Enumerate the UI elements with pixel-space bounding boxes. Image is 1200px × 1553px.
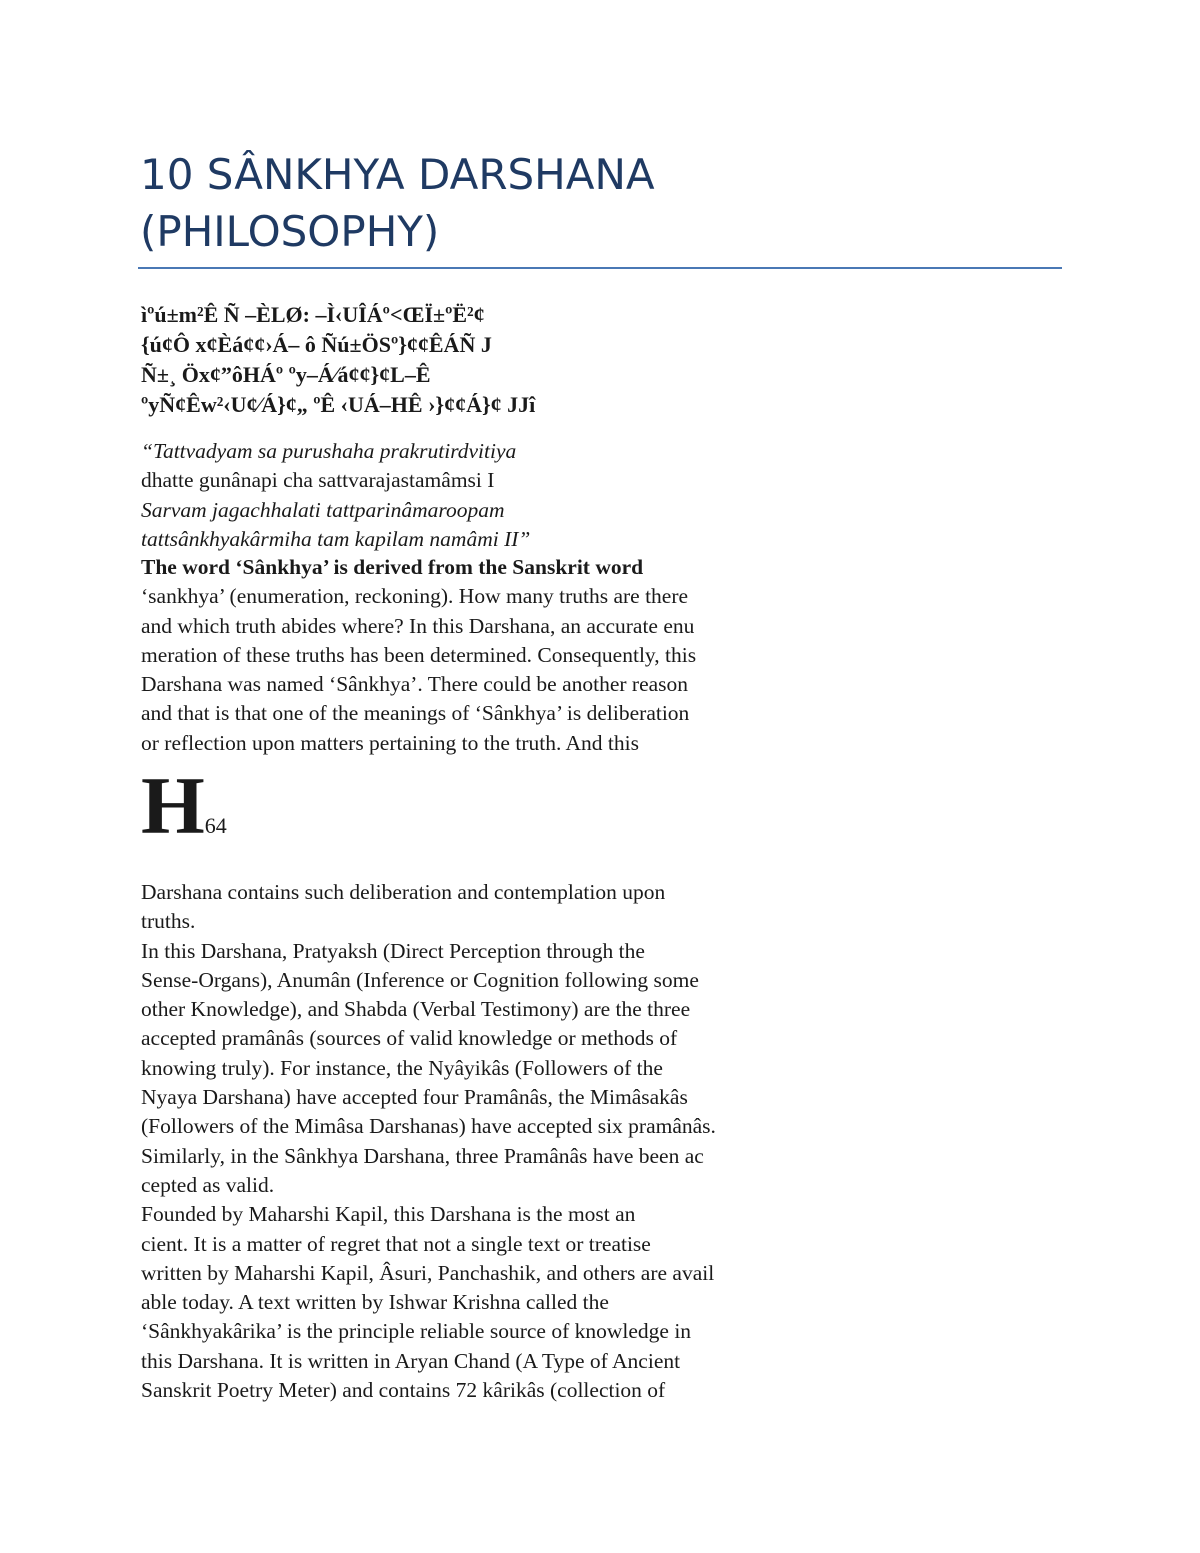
paragraph-line: able today. A text written by Ishwar Krishna called the <box>141 1290 609 1315</box>
chapter-heading-line-2: (PHILOSOPHY) <box>140 207 440 256</box>
garbled-line: Ñ±¸ Öx¢”ôHÁº ºy–Á⁄á¢¢}¢L–Ê <box>141 362 431 387</box>
chapter-heading <box>140 146 1060 260</box>
heading-underline <box>138 267 1062 269</box>
paragraph-line: Founded by Maharshi Kapil, this Darshana is the most an <box>141 1202 636 1227</box>
paragraph-line: and which truth abides where? In this Darshana, an accurate enu <box>141 613 695 638</box>
paragraph-line: this Darshana. It is written in Aryan Chand (A Type of Ancient <box>141 1348 681 1373</box>
paragraph-body <box>141 878 841 1405</box>
paragraph-line: accepted pramânâs (sources of valid knowledge or methods of <box>141 1026 678 1051</box>
chapter-heading-line-1: 10 SÂNKHYA DARSHANA <box>140 150 655 199</box>
paragraph-line: (Followers of the Mimâsa Darshanas) have accepted six pramânâs. <box>141 1114 716 1139</box>
paragraph-line: or reflection upon matters pertaining to the truth. And this <box>141 730 639 755</box>
paragraph-line: ‘Sânkhyakârika’ is the principle reliable source of knowledge in <box>141 1319 692 1344</box>
verse-line: tattsânkhyakârmiha tam kapilam namâmi II” <box>141 526 531 551</box>
paragraph-line: cepted as valid. <box>141 1172 275 1197</box>
paragraph-line: knowing truly). For instance, the Nyâyikâs (Followers of the <box>141 1055 663 1080</box>
paragraph-line: written by Maharshi Kapil, Âsuri, Panchashik, and others are avail <box>141 1260 715 1285</box>
paragraph-line: Sanskrit Poetry Meter) and contains 72 kârikâs (collection of <box>141 1378 666 1403</box>
paragraph-line: truths. <box>141 909 196 934</box>
garbled-line: {ú¢Ô x¢Èá¢¢›Á– ô Ñú±ÖSº}¢¢ÊÁÑ J <box>141 332 492 357</box>
paragraph-line: In this Darshana, Pratyaksh (Direct Perception through the <box>141 938 645 963</box>
paragraph-line: Darshana contains such deliberation and contemplation upon <box>141 880 666 904</box>
verse-line: “Tattvadyam sa purushaha prakrutirdvitiya <box>141 439 517 463</box>
paragraph-line: The word ‘Sânkhya’ is derived from the Sanskrit word <box>141 555 644 579</box>
paragraph-line: Nyaya Darshana) have accepted four Pramânâs, the Mimâsakâs <box>141 1085 688 1110</box>
verse-line: dhatte gunânapi cha sattvarajastamâmsi I <box>141 468 495 493</box>
paragraph-line: and that is that one of the meanings of ‘Sânkhya’ is deliberation <box>141 701 690 726</box>
transliterated-verse <box>141 437 841 554</box>
paragraph-line: Darshana was named ‘Sânkhya’. There could be another reason <box>141 672 689 697</box>
page-number: 64 <box>204 813 227 838</box>
page-marker <box>141 760 227 851</box>
garbled-line: ìºú±m²Ê Ñ –ÈLØ: –Ì‹UÎÁº<ŒÏ±ºË²¢ <box>141 302 485 327</box>
verse-line: Sarvam jagachhalati tattparinâmaroopam <box>141 497 505 522</box>
garbled-line: ºyÑ¢Êw²‹U¢⁄Á}¢„ ºÊ ‹UÁ–HÊ ›}¢¢Á}¢ JJî <box>141 392 536 417</box>
paragraph-line: meration of these truths has been determined. Consequently, this <box>141 642 697 667</box>
paragraph-line: ‘sankhya’ (enumeration, reckoning). How many truths are there <box>141 584 689 609</box>
paragraph-line: other Knowledge), and Shabda (Verbal Testimony) are the three <box>141 997 691 1022</box>
page-marker-letter: H <box>141 760 205 851</box>
paragraph-line: Similarly, in the Sânkhya Darshana, three Pramânâs have been ac <box>141 1143 704 1168</box>
garbled-sanskrit-verse <box>141 300 841 420</box>
paragraph-intro <box>141 553 841 758</box>
paragraph-line: cient. It is a matter of regret that not a single text or treatise <box>141 1231 651 1256</box>
paragraph-line: Sense-Organs), Anumân (Inference or Cognition following some <box>141 967 699 992</box>
